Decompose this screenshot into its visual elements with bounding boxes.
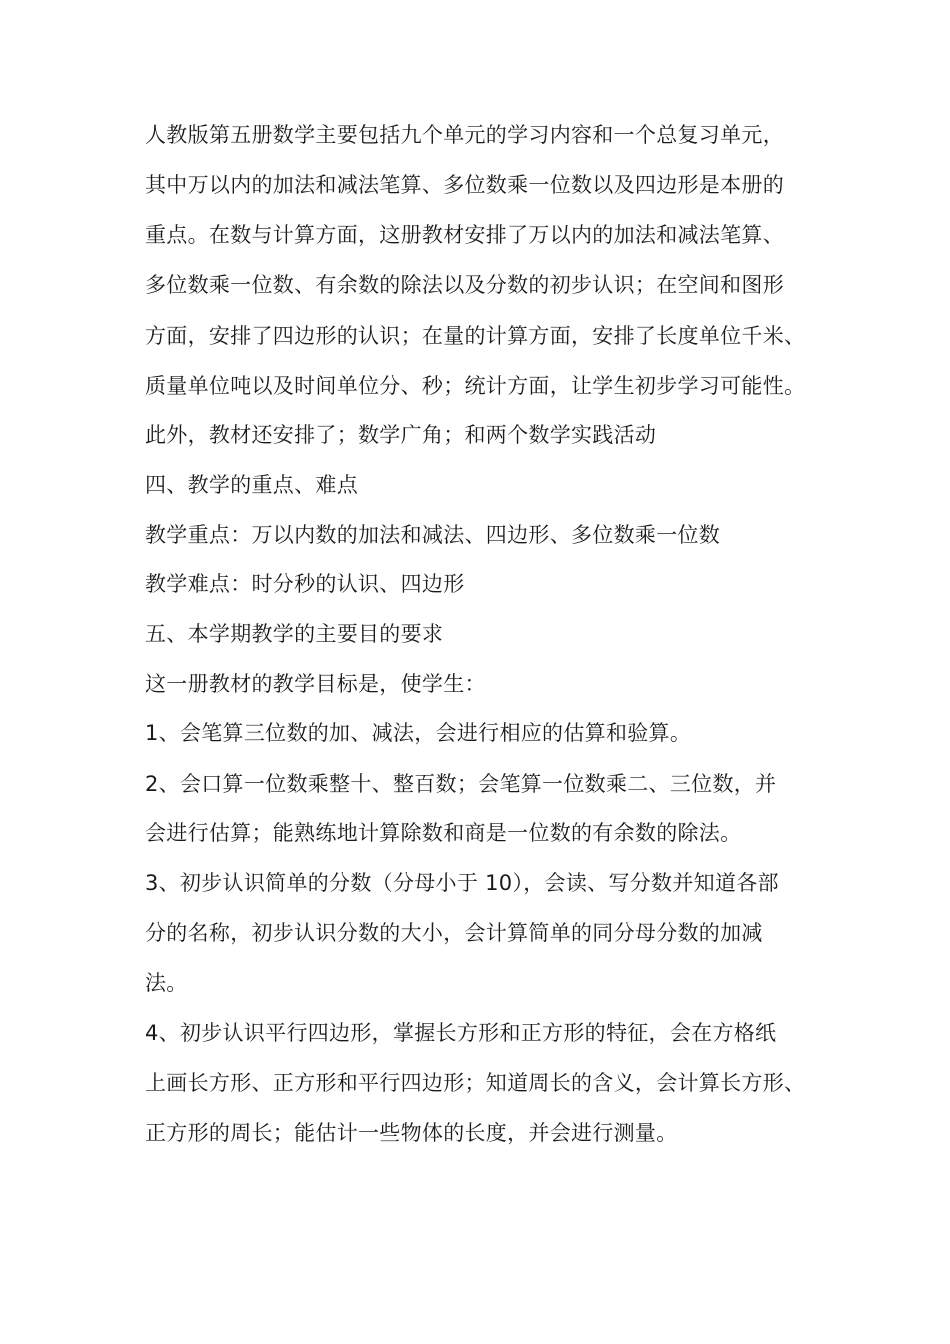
paragraph-line: 人教版第五册数学主要包括九个单元的学习内容和一个总复习单元，: [145, 123, 784, 147]
list-item-continuation: 会进行估算；能熟练地计算除数和商是一位数的有余数的除法。: [145, 821, 742, 845]
list-item-continuation: 分的名称，初步认识分数的大小，会计算简单的同分母分数的加减: [145, 921, 763, 945]
section-heading: 四、教学的重点、难点: [145, 473, 358, 497]
list-item-continuation: 正方形的周长；能估计一些物体的长度，并会进行测量。: [145, 1121, 678, 1145]
paragraph-line: 质量单位吨以及时间单位分、秒；统计方面，让学生初步学习可能性。: [145, 374, 806, 398]
list-item: 1、会笔算三位数的加、减法，会进行相应的估算和验算。: [145, 721, 692, 745]
list-item: 2、会口算一位数乘整十、整百数；会笔算一位数乘二、三位数，并: [145, 772, 777, 796]
list-item-continuation: 上画长方形、正方形和平行四边形；知道周长的含义，会计算长方形、: [145, 1071, 806, 1095]
list-item: 3、初步认识简单的分数（分母小于 10），会读、写分数并知道各部: [145, 871, 779, 895]
paragraph-line: 教学难点：时分秒的认识、四边形: [145, 572, 465, 596]
paragraph-line: 重点。在数与计算方面，这册教材安排了万以内的加法和减法笔算、: [145, 223, 784, 247]
list-item: 4、初步认识平行四边形，掌握长方形和正方形的特征，会在方格纸: [145, 1021, 777, 1045]
paragraph-line: 多位数乘一位数、有余数的除法以及分数的初步认识；在空间和图形: [145, 273, 784, 297]
section-heading: 五、本学期教学的主要目的要求: [145, 622, 444, 646]
list-item-continuation: 法。: [145, 971, 188, 995]
paragraph-line: 方面，安排了四边形的认识；在量的计算方面，安排了长度单位千米、: [145, 324, 806, 348]
paragraph-line: 此外，教材还安排了；数学广角；和两个数学实践活动: [145, 423, 657, 447]
paragraph-line: 教学重点：万以内数的加法和减法、四边形、多位数乘一位数: [145, 523, 721, 547]
paragraph-line: 这一册教材的教学目标是，使学生：: [145, 672, 486, 696]
paragraph-line: 其中万以内的加法和减法笔算、多位数乘一位数以及四边形是本册的: [145, 173, 784, 197]
